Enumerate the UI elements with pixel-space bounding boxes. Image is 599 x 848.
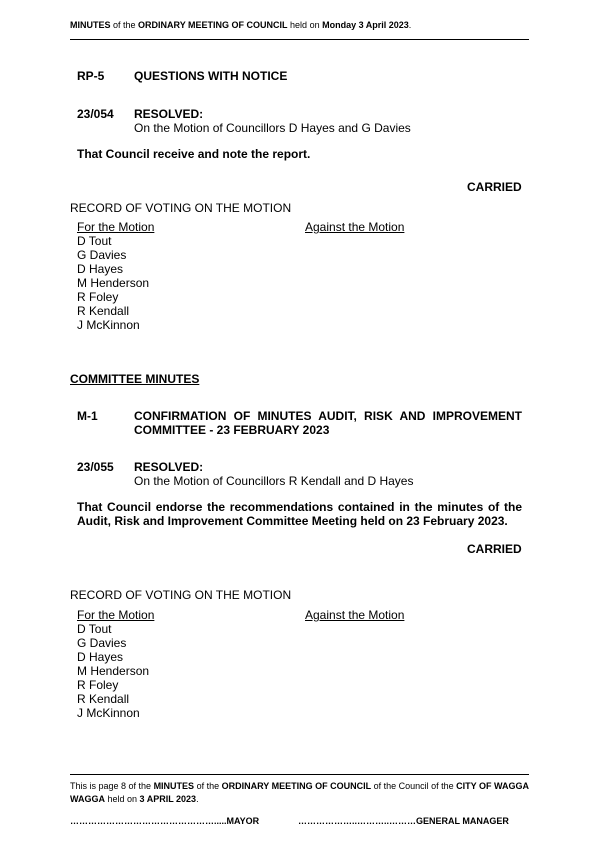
footer-rule bbox=[70, 774, 529, 775]
voter-name: M Henderson bbox=[77, 276, 150, 290]
against-motion-label: Against the Motion bbox=[305, 220, 405, 234]
motion-movers: On the Motion of Councillors R Kendall and D Hayes bbox=[134, 474, 414, 488]
header-period: . bbox=[408, 20, 412, 30]
resolved-label: RESOLVED: bbox=[134, 107, 204, 121]
voter-name: M Henderson bbox=[77, 664, 150, 678]
item-code: RP-5 bbox=[77, 69, 105, 83]
resolution-text: That Council endorse the recommendations contained in the minutes of the Audit, Risk and Improvement Committee Meeting held on 23 February 2023. bbox=[77, 500, 522, 528]
footer-text-3: of the Council of the bbox=[371, 781, 457, 791]
section-heading: COMMITTEE MINUTES bbox=[70, 372, 200, 386]
voter-name: R Kendall bbox=[77, 304, 130, 318]
footer-text: This is page 8 of the bbox=[70, 781, 154, 791]
voting-heading: RECORD OF VOTING ON THE MOTION bbox=[70, 588, 292, 602]
for-motion-label: For the Motion bbox=[77, 608, 155, 622]
voter-name: J McKinnon bbox=[77, 706, 140, 720]
item-code: M-1 bbox=[77, 409, 98, 423]
resolution-number: 23/054 bbox=[77, 107, 114, 121]
motion-movers: On the Motion of Councillors D Hayes and G Davies bbox=[134, 121, 411, 135]
footer-text-2: of the bbox=[194, 781, 222, 791]
for-motion-label: For the Motion bbox=[77, 220, 155, 234]
item-title: QUESTIONS WITH NOTICE bbox=[134, 69, 288, 83]
header-rule bbox=[70, 39, 529, 40]
footer-period: . bbox=[196, 794, 199, 804]
voter-name: G Davies bbox=[77, 248, 127, 262]
for-votes-list bbox=[77, 234, 149, 332]
header-date: Monday 3 April 2023 bbox=[322, 20, 409, 30]
footer-meeting: ORDINARY MEETING OF COUNCIL bbox=[221, 781, 372, 791]
mayor-signature-line: ………………………………………….....MAYOR bbox=[70, 816, 260, 826]
carried-label: CARRIED bbox=[467, 542, 522, 556]
header-text-2: held on bbox=[287, 20, 323, 30]
header-meeting: ORDINARY MEETING OF COUNCIL bbox=[138, 20, 288, 30]
voter-name: R Foley bbox=[77, 678, 119, 692]
voter-name: D Hayes bbox=[77, 650, 124, 664]
voter-name: R Kendall bbox=[77, 692, 130, 706]
voter-name: D Tout bbox=[77, 622, 112, 636]
voter-name: G Davies bbox=[77, 636, 127, 650]
footer-city: CITY OF WAGGA WAGGA bbox=[70, 781, 529, 804]
resolved-label: RESOLVED: bbox=[134, 460, 204, 474]
voting-heading: RECORD OF VOTING ON THE MOTION bbox=[70, 201, 292, 215]
resolution-number: 23/055 bbox=[77, 460, 114, 474]
voter-name: R Foley bbox=[77, 290, 119, 304]
page-footer bbox=[70, 780, 530, 806]
footer-text-4: held on bbox=[105, 794, 140, 804]
resolution-text: That Council receive and note the report. bbox=[77, 147, 311, 161]
header-minutes: MINUTES bbox=[70, 20, 111, 30]
carried-label: CARRIED bbox=[467, 180, 522, 194]
header-text: of the bbox=[110, 20, 139, 30]
footer-date: 3 APRIL 2023 bbox=[139, 794, 197, 804]
voter-name: D Tout bbox=[77, 234, 112, 248]
voter-name: D Hayes bbox=[77, 262, 124, 276]
against-motion-label: Against the Motion bbox=[305, 608, 405, 622]
general-manager-signature-line: ………………..………..………GENERAL MANAGER bbox=[298, 816, 509, 826]
voter-name: J McKinnon bbox=[77, 318, 140, 332]
item-title: CONFIRMATION OF MINUTES AUDIT, RISK AND IMPROVEMENT COMMITTEE - 23 FEBRUARY 2023 bbox=[134, 409, 522, 437]
footer-minutes: MINUTES bbox=[153, 781, 195, 791]
page-header bbox=[70, 20, 530, 30]
for-votes-list bbox=[77, 622, 149, 720]
